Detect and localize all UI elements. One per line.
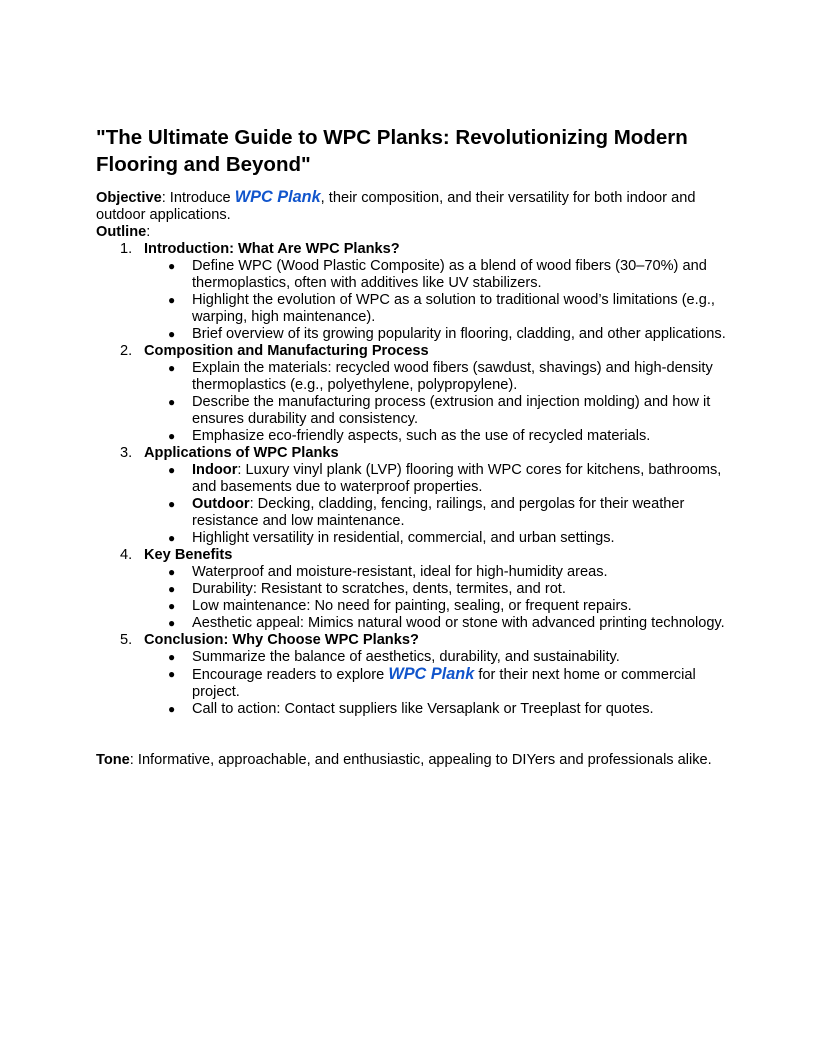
section-title: Conclusion: Why Choose WPC Planks? <box>144 632 419 648</box>
section-title: Introduction: What Are WPC Planks? <box>144 241 400 257</box>
section-title: Composition and Manufacturing Process <box>144 343 429 359</box>
bullet-text: Highlight versatility in residential, commercial, and urban settings. <box>192 530 615 546</box>
bullet-text: Aesthetic appeal: Mimics natural wood or stone with advanced printing technology. <box>192 615 725 631</box>
bullet-item <box>144 258 726 292</box>
bullet-text: Encourage readers to explore <box>192 667 389 683</box>
wpc-plank-link[interactable]: WPC Plank <box>388 665 475 683</box>
bullet-glyph: ● <box>168 565 176 579</box>
bullet-item <box>144 564 726 581</box>
section-bullets <box>144 360 726 445</box>
bullet-glyph: ● <box>168 259 176 273</box>
bullet-glyph: ● <box>168 531 176 545</box>
bullet-text: : Decking, cladding, fencing, railings, and pergolas for their weather resistance and low maintenance. <box>192 496 685 529</box>
outline-section <box>96 547 726 632</box>
bullet-bold-label: Outdoor <box>192 496 250 512</box>
outline-list <box>96 241 726 718</box>
outline-section <box>96 445 726 547</box>
bullet-item <box>144 530 726 547</box>
objective-post: , their composition, and their versatility for both indoor and outdoor applications. <box>96 190 696 223</box>
bullet-item <box>144 326 726 343</box>
bullet-glyph: ● <box>168 395 176 409</box>
bullet-glyph: ● <box>168 497 176 511</box>
section-bullets <box>144 462 726 547</box>
bullet-bold-label: Indoor <box>192 462 238 478</box>
objective-label: Objective <box>96 190 162 206</box>
outline-colon: : <box>146 224 151 240</box>
bullet-item <box>144 462 726 496</box>
bullet-glyph: ● <box>168 667 176 681</box>
document-title: "The Ultimate Guide to WPC Planks: Revolutionizing Modern Flooring and Beyond" <box>96 126 688 176</box>
bullet-item <box>144 394 726 428</box>
outline-section <box>96 241 726 343</box>
bullet-item <box>144 615 726 632</box>
bullet-text: : Luxury vinyl plank (LVP) flooring with WPC cores for kitchens, bathrooms, and basements due to waterproof properties. <box>192 462 722 495</box>
section-number: 4. <box>120 547 133 563</box>
bullet-glyph: ● <box>168 582 176 596</box>
bullet-glyph: ● <box>168 650 176 664</box>
section-bullets <box>144 258 726 343</box>
objective-pre: : Introduce <box>161 190 235 206</box>
bullet-item <box>144 598 726 615</box>
bullet-text: Call to action: Contact suppliers like Versaplank or Treeplast for quotes. <box>192 701 654 717</box>
section-number: 2. <box>120 343 133 359</box>
bullet-text: Low maintenance: No need for painting, sealing, or frequent repairs. <box>192 598 632 614</box>
outline-section <box>96 632 726 718</box>
bullet-glyph: ● <box>168 429 176 443</box>
bullet-item <box>144 496 726 530</box>
bullet-text: Describe the manufacturing process (extrusion and injection molding) and how it ensures durability and consistency. <box>192 394 711 427</box>
bullet-glyph: ● <box>168 327 176 341</box>
bullet-item <box>144 666 726 701</box>
section-number: 1. <box>120 241 133 257</box>
outline-section <box>96 343 726 445</box>
bullet-item <box>144 701 726 718</box>
bullet-item <box>144 428 726 445</box>
document-page <box>96 124 726 769</box>
bullet-glyph: ● <box>168 702 176 716</box>
bullet-glyph: ● <box>168 463 176 477</box>
bullet-text: for their next home or commercial project. <box>192 667 696 700</box>
bullet-item <box>144 360 726 394</box>
bullet-text: Highlight the evolution of WPC as a solution to traditional wood’s limitations (e.g., warping, high maintenance). <box>192 292 715 325</box>
section-number: 5. <box>120 632 133 648</box>
bullet-glyph: ● <box>168 599 176 613</box>
section-bullets <box>144 649 726 718</box>
bullet-text: Brief overview of its growing popularity in flooring, cladding, and other applications. <box>192 326 726 342</box>
outline-heading <box>96 224 726 241</box>
bullet-text: Define WPC (Wood Plastic Composite) as a blend of wood fibers (30–70%) and thermoplastics, often with additives like UV stabilizers. <box>192 258 707 291</box>
section-title: Applications of WPC Planks <box>144 445 339 461</box>
tone-paragraph <box>96 752 726 769</box>
bullet-item <box>144 581 726 598</box>
bullet-item <box>144 292 726 326</box>
wpc-plank-link[interactable]: WPC Plank <box>234 188 321 206</box>
bullet-item <box>144 649 726 666</box>
section-number: 3. <box>120 445 133 461</box>
bullet-text: Emphasize eco-friendly aspects, such as the use of recycled materials. <box>192 428 651 444</box>
bullet-text: Durability: Resistant to scratches, dents, termites, and rot. <box>192 581 566 597</box>
bullet-glyph: ● <box>168 361 176 375</box>
tone-label: Tone <box>96 752 130 768</box>
section-title: Key Benefits <box>144 547 233 563</box>
section-bullets <box>144 564 726 632</box>
bullet-text: Explain the materials: recycled wood fibers (sawdust, shavings) and high-density thermoplastics (e.g., polyethylene, polypropylene). <box>192 360 713 393</box>
objective-paragraph <box>96 189 726 224</box>
bullet-text: Summarize the balance of aesthetics, durability, and sustainability. <box>192 649 620 665</box>
tone-text: : Informative, approachable, and enthusiastic, appealing to DIYers and professionals alike. <box>129 752 712 768</box>
bullet-glyph: ● <box>168 616 176 630</box>
bullet-text: Waterproof and moisture-resistant, ideal for high-humidity areas. <box>192 564 608 580</box>
bullet-glyph: ● <box>168 293 176 307</box>
outline-label: Outline <box>96 224 147 240</box>
